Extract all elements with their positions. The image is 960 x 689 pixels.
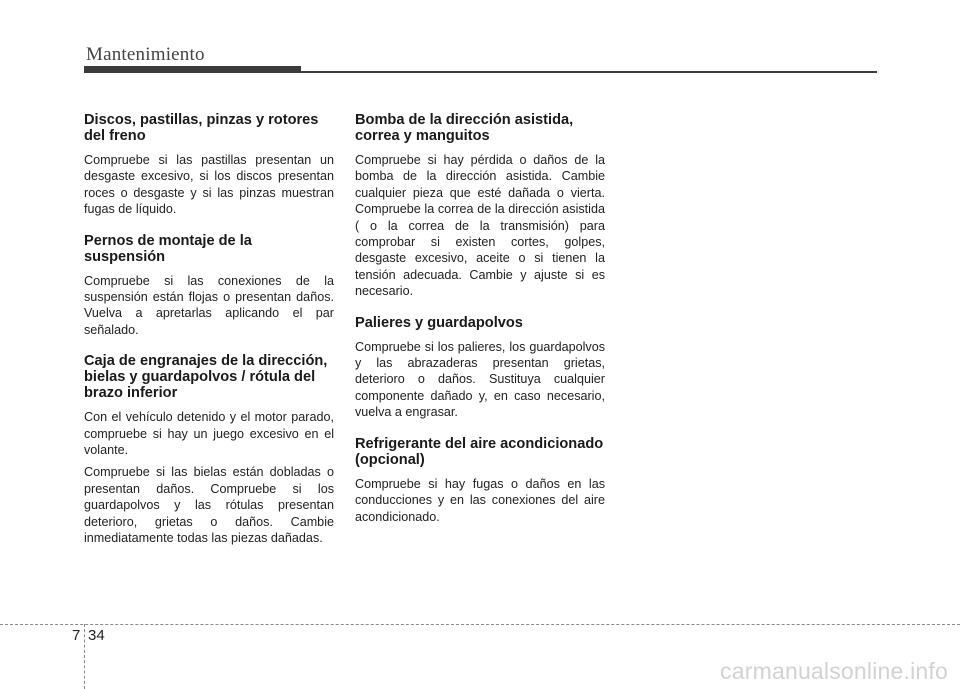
left-column: [84, 112, 334, 562]
watermark: carmanualsonline.info: [720, 658, 948, 684]
section-paragraph: Compruebe si las conexiones de la suspensión están flojas o presentan daños. Vuelva a apretarlas aplicando el par señalado.: [84, 273, 334, 337]
section-paragraph: Con el vehículo detenido y el motor parado, compruebe si hay un juego excesivo en el volante.: [84, 410, 334, 458]
section-drive-shafts: [355, 315, 605, 421]
section-ac-refrigerant: [355, 436, 605, 525]
section-paragraph: Compruebe si hay fugas o daños en las conducciones y en las conexiones del aire acondicionado.: [355, 476, 605, 524]
section-heading: Discos, pastillas, pinzas y rotores del freno: [84, 112, 319, 144]
footer-dashed-rule: [0, 624, 960, 625]
header-rule: [301, 71, 877, 73]
section-heading: Palieres y guardapolvos: [355, 314, 523, 331]
section-steering-gear: [84, 353, 334, 546]
section-paragraph: Compruebe si hay pérdida o daños de la bomba de la dirección asistida. Cambie cualquier pieza que esté dañada o vierta. Compruebe la correa de la dirección asistida ( o la correa de la transmisión) para comprobar si existen cortes, golpes, desgaste excesivo, aceite o si tienen la tensión adecuada. Cambie y ajuste si es necesario.: [355, 153, 605, 299]
section-heading: Caja de engranajes de la dirección, bielas y guardapolvos / rótula del brazo inferior: [84, 353, 328, 402]
right-column: [355, 112, 605, 540]
footer-dashed-divider: [84, 624, 85, 689]
section-paragraph: Compruebe si las pastillas presentan un desgaste excesivo, si los discos presentan roces o desgaste y si las pinzas muestran fugas de líquido.: [84, 153, 334, 217]
page-number: 34: [88, 627, 105, 644]
section-heading: Pernos de montaje de la suspensión: [84, 232, 252, 265]
header-bar: [84, 66, 301, 73]
page-title: Mantenimiento: [86, 44, 205, 65]
chapter-number: 7: [72, 627, 81, 644]
section-paragraph: Compruebe si los palieres, los guardapolvos y las abrazaderas presentan grietas, deterioro o daños. Sustituya cualquier componente dañado y, en caso necesario, vuelva a engrasar.: [355, 339, 605, 420]
section-suspension-bolts: [84, 233, 334, 339]
section-paragraph: Compruebe si las bielas están dobladas o presentan daños. Compruebe si los guardapolvos y las rótulas presentan deterioro, grietas o daños. Cambie inmediatamente todas las piezas dañadas.: [84, 465, 334, 546]
section-brakes: [84, 112, 334, 218]
section-heading: Bomba de la dirección asistida, correa y manguitos: [355, 112, 574, 144]
section-power-steering: [355, 112, 605, 300]
section-heading: Refrigerante del aire acondicionado (opcional): [355, 435, 604, 468]
